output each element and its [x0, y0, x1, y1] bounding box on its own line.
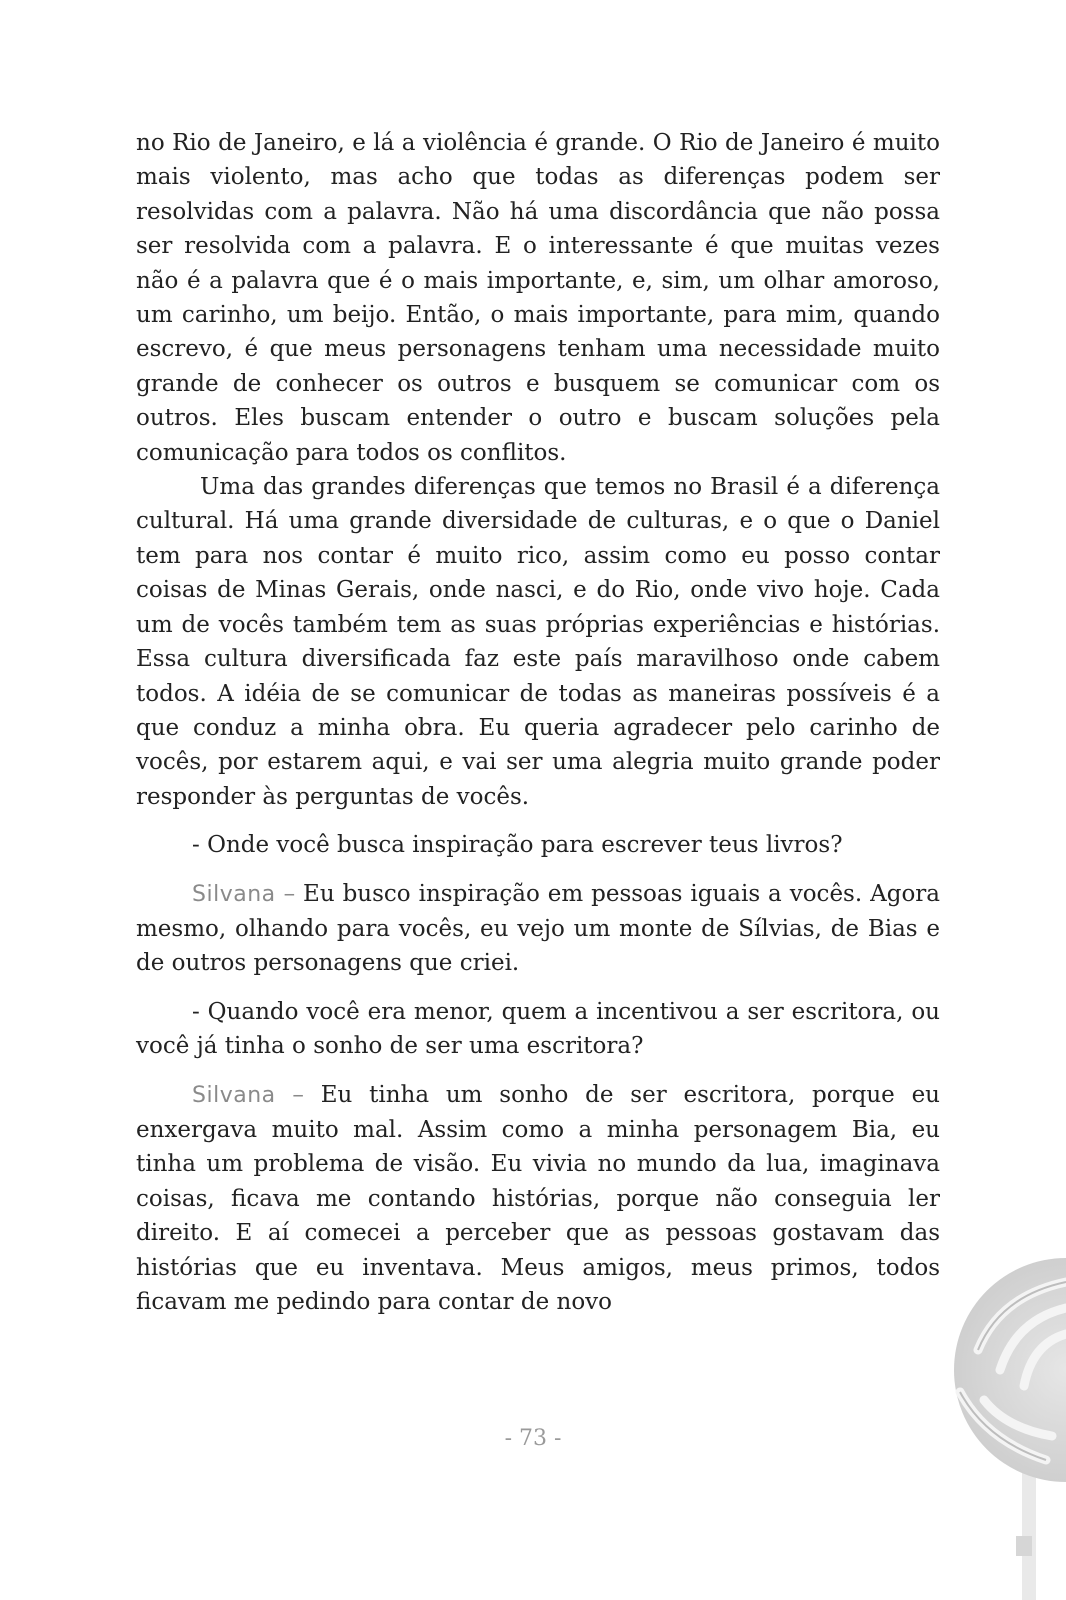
speaker-label: Silvana: [192, 1082, 276, 1108]
answer-text: Eu tinha um sonho de ser escritora, porque eu enxergava muito mal. Assim como a minha personagem Bia, eu tinha um problema de visão. Eu vivia no mundo da lua, imaginava coisas, ficava me contando histórias, porque não conseguia ler direito. E aí comecei a perceber que as pessoas gostavam das histórias que eu inventava. Meus amigos, meus primos, todos ficavam me pedindo para contar de novo: [136, 1081, 940, 1315]
question-childhood: - Quando você era menor, quem a incentivou a ser escritora, ou você já tinha o sonho de ser uma escritora?: [136, 998, 940, 1060]
answer-inspiration: [136, 877, 940, 981]
answer-childhood: [136, 1078, 940, 1320]
body-text: [136, 126, 940, 1319]
speaker-dash: –: [275, 880, 304, 907]
page-number: - 73 -: [504, 1426, 562, 1451]
speaker-label: Silvana: [192, 881, 276, 907]
answer-text: Eu busco inspiração em pessoas iguais a vocês. Agora mesmo, olhando para vocês, eu vejo um monte de Sílvias, de Bias e de outros personagens que criei.: [136, 880, 940, 977]
paragraph-cultural-diversity: Uma das grandes diferenças que temos no Brasil é a diferença cultural. Há uma grande diversidade de culturas, e o que o Daniel tem para nos contar é muito rico, assim como eu posso contar coisas de Minas Gerais, onde nasci, e do Rio, onde vivo hoje. Cada um de vocês também tem as suas próprias experiências e histórias. Essa cultura diversificada faz este país maravilhoso onde cabem todos. A idéia de se comunicar de todas as maneiras possíveis é a que conduz a minha obra. Eu queria agradecer pelo carinho de vocês, por estarem aqui, e vai ser uma alegria muito grande poder responder às perguntas de vocês.: [136, 474, 940, 810]
speaker-dash: –: [275, 1081, 321, 1108]
question-inspiration: - Onde você busca inspiração para escrever teus livros?: [192, 832, 843, 859]
paragraph-continuation: no Rio de Janeiro, e lá a violência é grande. O Rio de Janeiro é muito mais violento, mas acho que todas as diferenças podem ser resolvidas com a palavra. Não há uma discordância que não possa ser resolvida com a palavra. E o interessante é que muitas vezes não é a palavra que é o mais importante, e, sim, um olhar amoroso, um carinho, um beijo. Então, o mais importante, para mim, quando escrevo, é que meus personagens tenham uma necessidade muito grande de conhecer os outros e busquem se comunicar com os outros. Eles buscam entender o outro e buscam soluções pela comunicação para todos os conflitos.: [136, 130, 940, 466]
